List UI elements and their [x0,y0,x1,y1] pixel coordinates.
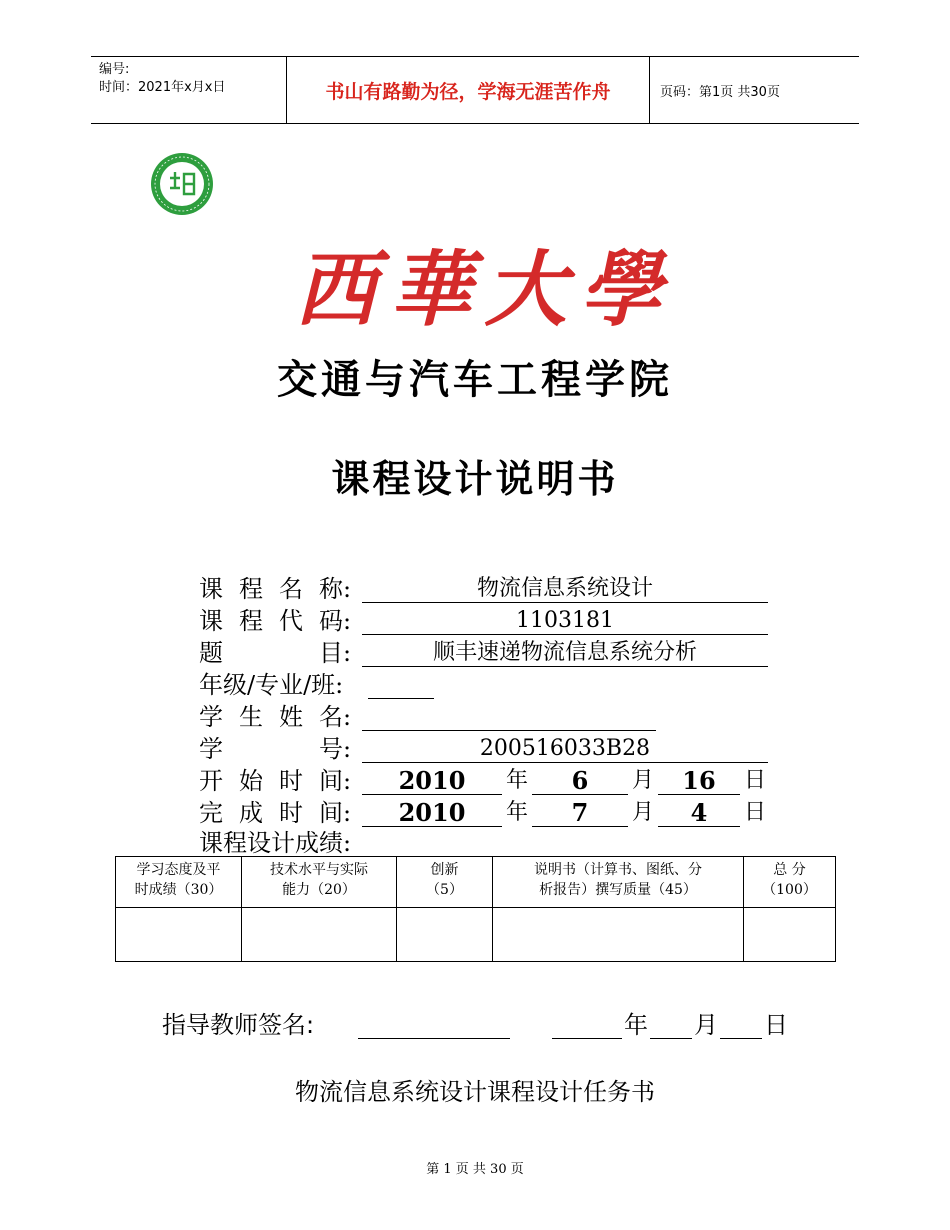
signature-label: 指导教师签名: [162,1011,315,1039]
calli-char-4: 學 [579,241,666,338]
page-footer: 第 1 页 共 30 页 [426,1162,524,1177]
grade-cell-attitude [116,908,242,962]
time-label: 时间：2021年x月x日 [99,80,226,95]
sign-day-line [720,1010,762,1039]
grade-label: 课程设计成绩: [199,829,352,857]
task-title: 物流信息系统设计课程设计任务书 [295,1078,655,1106]
grade-header-total: 总 分 （100） [744,857,836,908]
sign-year-line [552,1010,622,1039]
university-name-calligraphy [290,228,670,338]
start-day-unit: 日 [744,768,767,793]
calli-char-2: 華 [389,241,476,338]
class-value [368,670,434,699]
student-name-label: 学 生 姓 名: [199,703,352,731]
student-id-label: 学 号: [199,735,352,763]
start-year-unit: 年 [506,768,529,793]
start-time-label: 开 始 时 间: [199,767,352,795]
end-month-unit: 月 [632,800,655,825]
signature-line [358,1010,510,1039]
grade-cell-total [744,908,836,962]
grade-cell-innovation [397,908,493,962]
course-name-label: 课 程 名 称: [199,575,352,603]
start-day: 16 [658,766,740,795]
grade-header-technical: 技术水平与实际 能力（20） [242,857,397,908]
class-label: 年级/专业/班: [199,671,344,699]
start-year: 2010 [362,766,502,795]
page-info: 页码：第1页 共30页 [660,84,780,100]
end-year-unit: 年 [506,800,529,825]
grade-header-innovation: 创新 （5） [397,857,493,908]
college-name: 交通与汽车工程学院 [277,357,673,403]
sign-month-unit: 月 [694,1011,718,1039]
end-time-label: 完 成 时 间: [199,799,352,827]
calli-char-3: 大 [484,241,571,338]
end-day: 4 [658,798,740,827]
sign-day-unit: 日 [764,1011,788,1039]
grade-header-report: 说明书（计算书、图纸、分 析报告）撰写质量（45） [493,857,744,908]
calli-char-1: 西 [294,241,381,338]
header-meta [91,57,287,123]
number-label: 编号: [99,62,130,77]
end-year: 2010 [362,798,502,827]
grade-table-row [116,908,836,962]
course-code-value: 1103181 [362,606,768,635]
start-month: 6 [532,766,628,795]
end-day-unit: 日 [744,800,767,825]
course-name-value: 物流信息系统设计 [362,574,768,603]
sign-year-unit: 年 [624,1011,648,1039]
topic-label: 题 目: [199,639,352,667]
university-seal-icon [150,152,214,216]
page-header [91,56,859,124]
grade-header-attitude: 学习态度及平 时成绩（30） [116,857,242,908]
grade-table [115,856,836,962]
grade-table-header [116,857,836,908]
grade-cell-technical [242,908,397,962]
motto: 书山有路勤为径，学海无涯苦作舟 [287,57,650,123]
student-id-value: 200516033B28 [362,734,768,763]
start-month-unit: 月 [632,768,655,793]
student-name-value [362,702,656,731]
document-title: 课程设计说明书 [331,457,619,501]
grade-cell-report [493,908,744,962]
end-month: 7 [532,798,628,827]
topic-value: 顺丰速递物流信息系统分析 [362,638,768,667]
course-code-label: 课 程 代 码: [199,607,352,635]
sign-month-line [650,1010,692,1039]
